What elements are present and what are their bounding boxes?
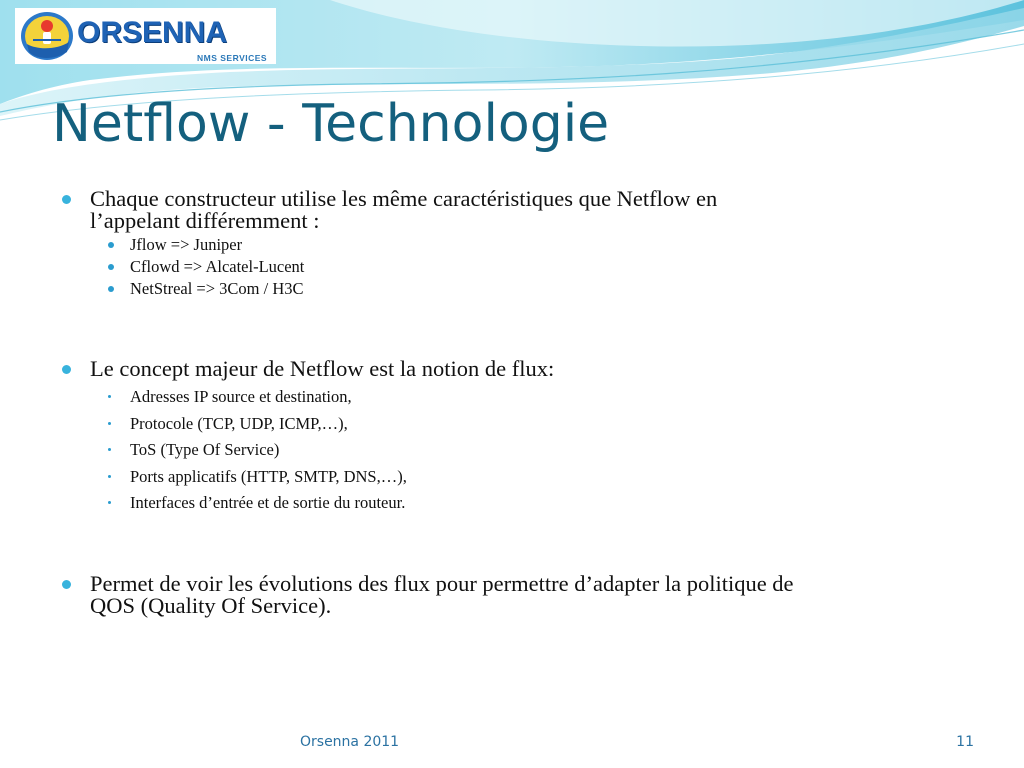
bullet-dot-icon [108, 242, 114, 248]
bullet-dot-icon [108, 286, 114, 292]
bullet-text-continuation: QOS (Quality Of Service). [90, 592, 332, 618]
bullet-dot-icon [108, 501, 111, 504]
slide-number: 11 [956, 734, 974, 750]
footer-text: Orsenna 2011 [300, 734, 400, 750]
bullet-dot-icon [62, 580, 71, 589]
bullet-text: Chaque constructeur utilise les même caractéristiques que Netflow en [90, 186, 718, 211]
company-logo [15, 8, 276, 64]
bullet-level2 [62, 278, 962, 300]
bullet-level2 [62, 256, 962, 278]
bullet-text: Le concept majeur de Netflow est la notion de flux: [90, 356, 555, 381]
bullet-dot-icon [108, 422, 111, 425]
logo-emblem-icon [19, 10, 75, 62]
bullet-dot-icon [108, 264, 114, 270]
bullet-text: Permet de voir les évolutions des flux pour permettre d’adapter la politique de [90, 570, 794, 596]
bullet-dot-icon [62, 365, 71, 374]
bullet-level1 [62, 358, 962, 380]
bullet-text: ToS (Type Of Service) [130, 440, 280, 459]
slide-title: Netflow - Technologie [52, 94, 610, 154]
bullet-text: Jflow => Juniper [130, 235, 243, 254]
bullet-level1 [62, 188, 962, 232]
bullet-text: Protocole (TCP, UDP, ICMP,…), [130, 413, 348, 433]
bullet-level1 [62, 570, 962, 618]
bullet-dot-icon [62, 195, 71, 204]
slide-content [62, 188, 962, 617]
bullet-level2 [62, 464, 962, 491]
bullet-text: Ports applicatifs (HTTP, SMTP, DNS,…), [130, 466, 407, 486]
logo-subtitle: NMS SERVICES [197, 53, 268, 63]
bullet-dot-icon [108, 475, 111, 478]
bullet-level2 [62, 411, 962, 438]
bullet-dot-icon [108, 448, 111, 451]
bullet-text-continuation: l’appelant différemment : [90, 208, 320, 233]
bullet-text: Adresses IP source et destination, [130, 387, 352, 406]
bullet-text: NetStreal => 3Com / H3C [130, 279, 304, 298]
bullet-level2 [62, 437, 962, 464]
bullet-text: Interfaces d’entrée et de sortie du routeur. [130, 493, 406, 512]
bullet-level2 [62, 384, 962, 411]
bullet-dot-icon [108, 395, 111, 398]
logo-wordmark: ORSENNA [77, 16, 228, 49]
bullet-level2 [62, 234, 962, 256]
bullet-level2 [62, 490, 962, 517]
bullet-text: Cflowd => Alcatel-Lucent [130, 257, 305, 276]
